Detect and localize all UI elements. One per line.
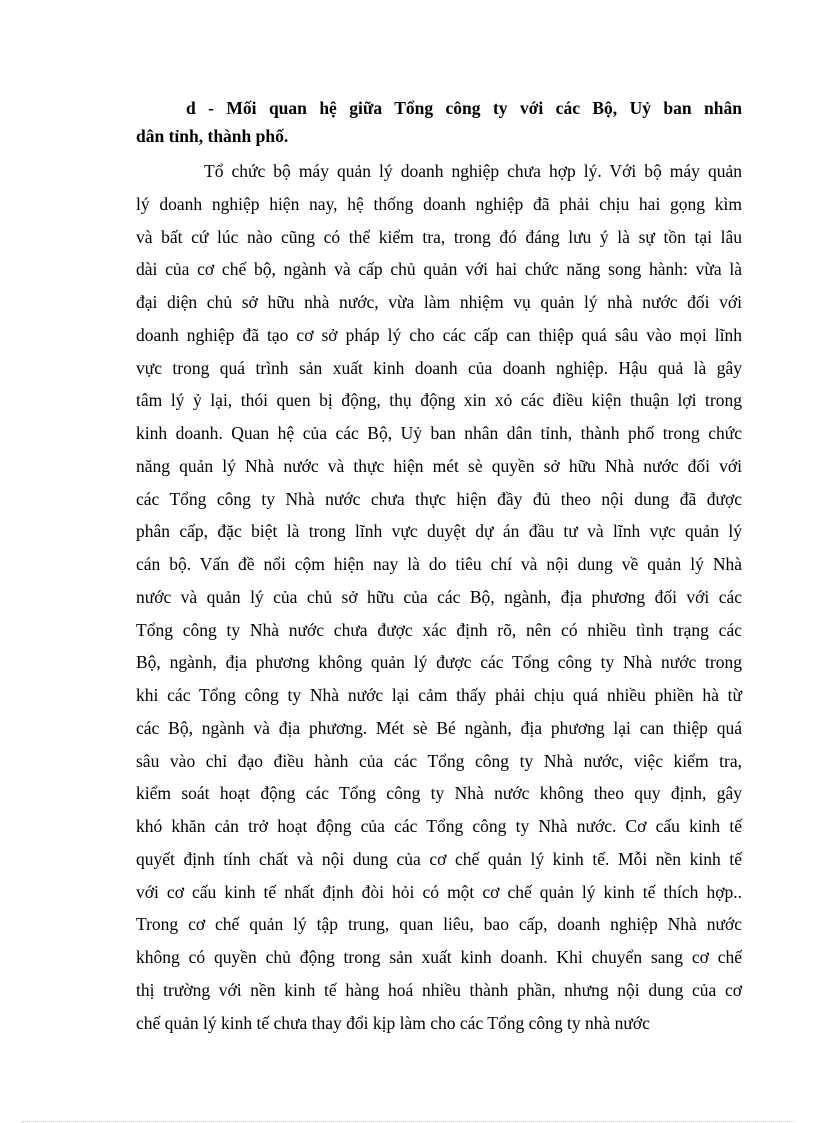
page-bottom-rule (22, 1121, 794, 1122)
paragraph-line: Tổng công ty Nhà nước chưa được xác định rõ, nên có nhiều tình trạng các (136, 619, 742, 640)
section-heading (136, 94, 742, 150)
paragraph-line: Tổ chức bộ máy quản lý doanh nghiệp chưa hợp lý. Với bộ máy quản (204, 161, 742, 181)
heading-line: d - Mối quan hệ giữa Tổng công ty với các Bộ, Uỷ ban nhân (186, 98, 742, 118)
body-paragraph (136, 155, 742, 1039)
paragraph-line: sâu vào chỉ đạo điều hành của các Tổng công ty Nhà nước, việc kiểm tra, (136, 750, 742, 771)
paragraph-line: Trong cơ chế quản lý tập trung, quan liêu, bao cấp, doanh nghiệp Nhà nước (136, 914, 742, 935)
paragraph-line: các Bộ, ngành và địa phương. Mét sè Bé ngành, địa phương lại can thiệp quá (136, 717, 742, 738)
paragraph-line: kinh doanh. Quan hệ của các Bộ, Uỷ ban nhân dân tỉnh, thành phố trong chức (136, 423, 742, 443)
paragraph-line: Bộ, ngành, địa phương không quản lý được các Tổng công ty Nhà nước trong (136, 652, 742, 673)
paragraph-line: quyết định tính chất và nội dung của cơ chế quản lý kinh tế. Mỗi nền kinh tế (136, 848, 742, 869)
paragraph-line: tâm lý ỷ lại, thói quen bị động, thụ động xin xỏ các điều kiện thuận lợi trong (136, 390, 742, 411)
paragraph-line: không có quyền chủ động trong sản xuất kinh doanh. Khi chuyển sang cơ chế (136, 947, 742, 967)
paragraph-line: và bất cứ lúc nào cũng có thể kiểm tra, trong đó đáng lưu ý là sự tồn tại lâu (136, 226, 742, 247)
paragraph-line: kiểm soát hoạt động các Tổng công ty Nhà nước không theo quy định, gây (136, 783, 742, 804)
paragraph-line: khi các Tổng công ty Nhà nước lại cảm thấy phải chịu quá nhiều phiền hà từ (136, 685, 742, 705)
paragraph-line: thị trường với nền kinh tế hàng hoá nhiều thành phần, nhưng nội dung của cơ (136, 979, 742, 1000)
paragraph-line: với cơ cấu kinh tế nhất định đòi hỏi có một cơ chế quản lý kinh tế thích hợp.. (136, 881, 742, 902)
paragraph-line: khó khăn cản trở hoạt động của các Tổng công ty Nhà nước. Cơ cấu kinh tế (136, 816, 742, 836)
heading-line: dân tỉnh, thành phố. (136, 126, 289, 146)
paragraph-line: chế quản lý kinh tế chưa thay đổi kịp làm cho các Tổng công ty nhà nước (136, 1012, 650, 1033)
paragraph-line: vực trong quá trình sản xuất kinh doanh của doanh nghiệp. Hậu quả là gây (136, 357, 742, 378)
paragraph-line: lý doanh nghiệp hiện nay, hệ thống doanh nghiệp đã phải chịu hai gọng kìm (136, 193, 742, 214)
paragraph-line: các Tổng công ty Nhà nước chưa thực hiện đầy đủ theo nội dung đã được (136, 488, 742, 509)
paragraph-line: năng quản lý Nhà nước và thực hiện mét sè quyền sở hữu Nhà nước đối với (136, 455, 742, 476)
paragraph-line: doanh nghiệp đã tạo cơ sở pháp lý cho các cấp can thiệp quá sâu vào mọi lĩnh (136, 324, 742, 345)
paragraph-line: đại diện chủ sở hữu nhà nước, vừa làm nhiệm vụ quản lý nhà nước đối với (136, 292, 742, 312)
paragraph-line: nước và quản lý của chủ sở hữu của các Bộ, ngành, địa phương đối với các (136, 586, 742, 607)
paragraph-line: dài của cơ chế bộ, ngành và cấp chủ quản với hai chức năng song hành: vừa là (136, 259, 742, 280)
paragraph-line: phân cấp, đặc biệt là trong lĩnh vực duyệt dự án đầu tư và lĩnh vực quản lý (136, 521, 742, 542)
paragraph-line: cán bộ. Vấn đề nổi cộm hiện nay là do tiêu chí và nội dung về quản lý Nhà (136, 554, 742, 574)
